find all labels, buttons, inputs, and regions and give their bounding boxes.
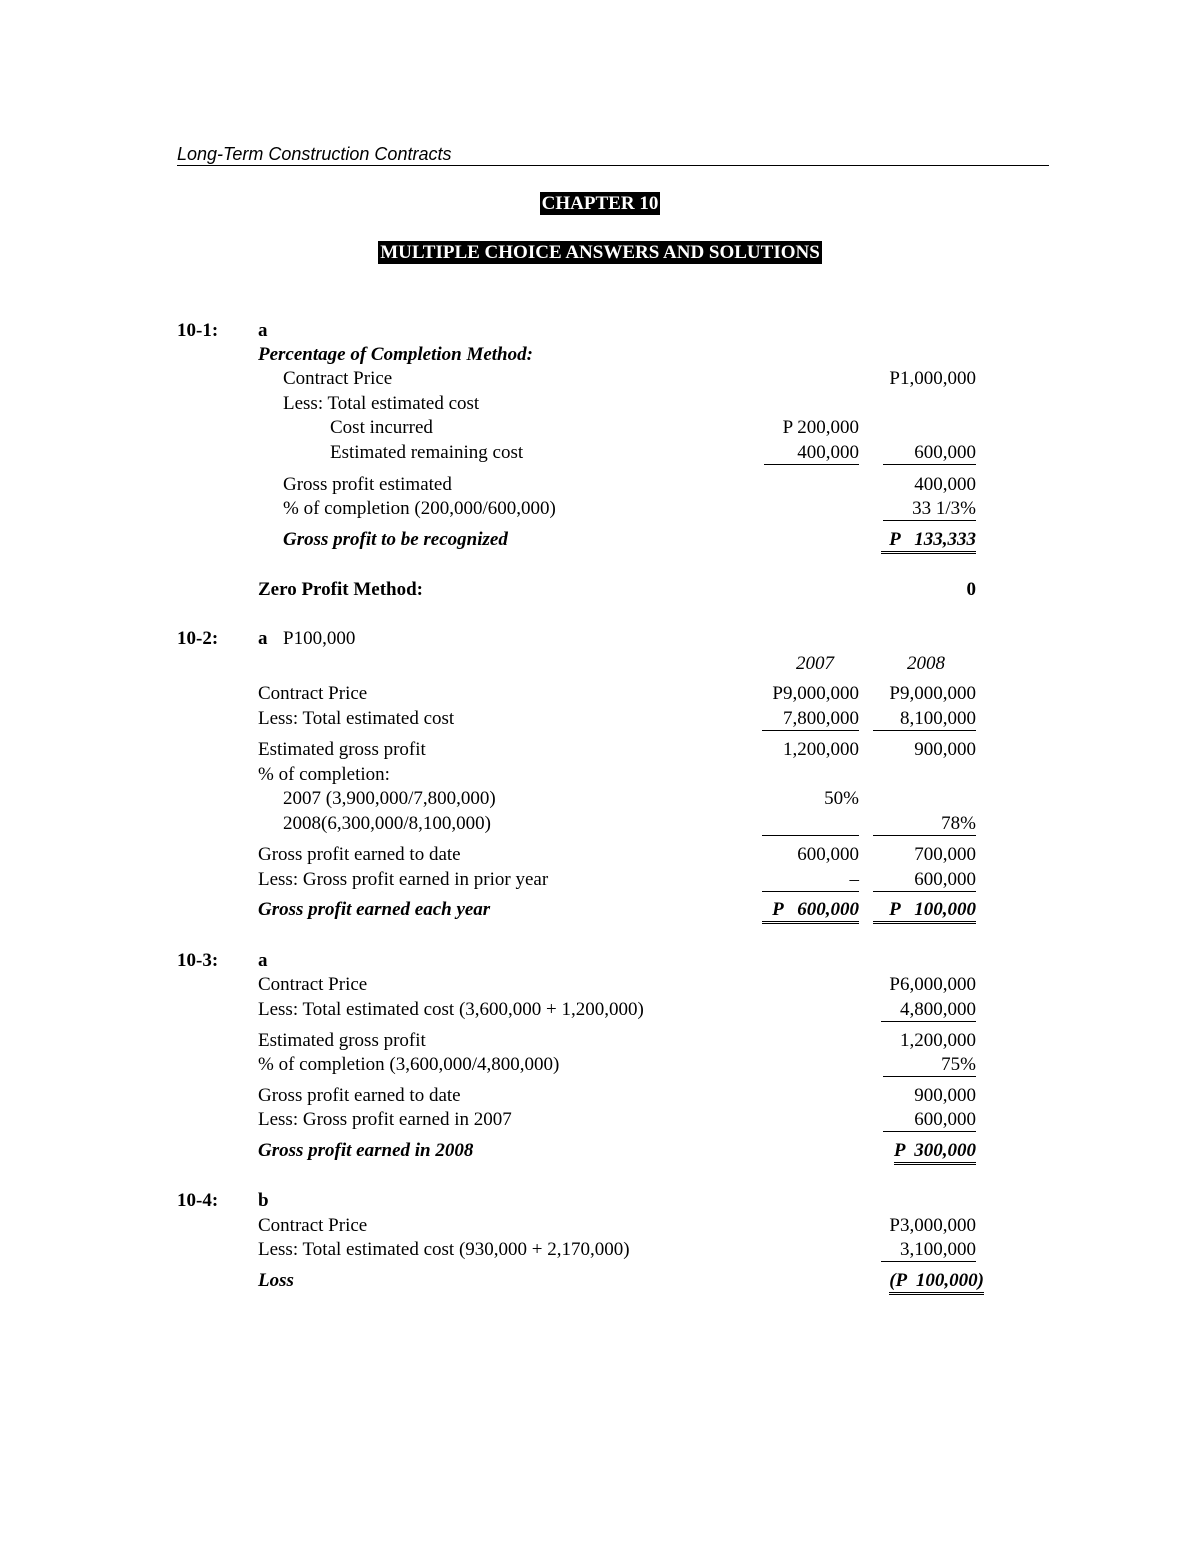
chapter-title: CHAPTER 10 (541, 193, 659, 214)
row-label: Gross profit estimated (283, 474, 452, 495)
method-title: Percentage of Completion Method: (258, 344, 533, 365)
q2-gp-to-date-row (0, 842, 1200, 867)
row-value: P9,000,000 (772, 683, 859, 704)
row-value: 0 (966, 579, 976, 600)
row-value: P1,000,000 (889, 368, 976, 389)
row-value: 33 1/3% (883, 498, 976, 521)
q3-heading-row (0, 948, 1200, 973)
row-label: Less: Total estimated cost (283, 393, 480, 414)
q1-gp-estimated-row (0, 472, 1200, 497)
row-label: Contract Price (258, 683, 368, 704)
row-label: Estimated gross profit (258, 1030, 426, 1051)
row-label: 2007 (3,900,000/7,800,000) (283, 788, 496, 809)
answer-letter: b (258, 1190, 269, 1211)
row-label: Less: Total estimated cost (258, 708, 455, 729)
q3-gp-2008-row (0, 1138, 1200, 1163)
q1-method-title-row (0, 342, 1200, 367)
row-value: 700,000 (914, 844, 976, 865)
year-header: 2008 (907, 653, 945, 674)
q3-gp-2007-row (0, 1107, 1200, 1132)
q2-gp-each-year-row (0, 897, 1200, 922)
q4-total-cost-row (0, 1237, 1200, 1262)
row-label: % of completion (3,600,000/4,800,000) (258, 1054, 560, 1075)
row-value: 4,800,000 (881, 999, 976, 1022)
q2-contract-price-row (0, 681, 1200, 706)
row-label: Gross profit earned each year (258, 899, 491, 920)
row-value: P 600,000 (762, 899, 859, 924)
row-value: 1,200,000 (900, 1030, 976, 1051)
row-value: P6,000,000 (889, 974, 976, 995)
row-label: Cost incurred (330, 417, 433, 438)
row-label: Estimated gross profit (258, 739, 426, 760)
answer-letter: a (258, 950, 268, 971)
row-value: 600,000 (883, 1109, 976, 1132)
q2-pct-2007-row (0, 786, 1200, 811)
q2-total-cost-row (0, 706, 1200, 731)
q4-heading-row (0, 1188, 1200, 1213)
row-label: Contract Price (258, 1215, 368, 1236)
q4-contract-price-row (0, 1213, 1200, 1238)
row-label: % of completion (200,000/600,000) (283, 498, 556, 519)
row-label: Zero Profit Method: (258, 579, 423, 600)
row-value: 1,200,000 (783, 739, 859, 760)
q1-zero-profit-row (0, 577, 1200, 602)
q3-pct-row (0, 1052, 1200, 1077)
row-value: P9,000,000 (889, 683, 976, 704)
running-header: Long-Term Construction Contracts (177, 143, 1049, 166)
row-value: 600,000 (797, 844, 859, 865)
row-label: Gross profit to be recognized (283, 529, 508, 550)
q3-total-cost-row (0, 997, 1200, 1022)
row-value: 7,800,000 (762, 708, 859, 731)
row-label: Estimated remaining cost (330, 442, 524, 463)
q1-pct-row (0, 496, 1200, 521)
row-value: P 133,333 (881, 529, 976, 554)
row-label: Gross profit earned in 2008 (258, 1140, 474, 1161)
q1-gp-recognized-row (0, 527, 1200, 552)
row-value: 8,100,000 (873, 708, 976, 731)
answer-value: P100,000 (283, 628, 356, 649)
row-label: 2008(6,300,000/8,100,000) (283, 813, 491, 834)
row-value: 900,000 (914, 739, 976, 760)
row-label: Less: Total estimated cost (3,600,000 + 1,200,000) (258, 999, 644, 1020)
question-number: 10-1: (177, 320, 219, 341)
q1-less-row (0, 391, 1200, 416)
row-label: Loss (258, 1270, 294, 1291)
q2-pct-2008-row (0, 811, 1200, 836)
row-value: P3,000,000 (889, 1215, 976, 1236)
row-value: 400,000 (914, 474, 976, 495)
row-label: Contract Price (283, 368, 393, 389)
q2-heading-row (0, 626, 1200, 651)
row-value: 75% (883, 1054, 976, 1077)
q4-loss-row (0, 1268, 1200, 1293)
q1-contract-price-row (0, 366, 1200, 391)
row-value: 400,000 (764, 442, 859, 465)
q1-cost-incurred-row (0, 415, 1200, 440)
row-value: 600,000 (873, 869, 976, 892)
q3-gp-to-date-row (0, 1083, 1200, 1108)
row-label: Less: Gross profit earned in 2007 (258, 1109, 512, 1130)
q1-heading-row (0, 318, 1200, 343)
row-label: Gross profit earned to date (258, 1085, 461, 1106)
row-total: 600,000 (883, 442, 976, 465)
row-value: (P 100,000) (889, 1270, 984, 1295)
q1-remaining-row (0, 440, 1200, 465)
row-value: – (762, 869, 859, 892)
row-label: Contract Price (258, 974, 368, 995)
q2-years-row (0, 651, 1200, 676)
answer-letter: a (258, 320, 268, 341)
section-title: MULTIPLE CHOICE ANSWERS AND SOLUTIONS (380, 242, 820, 263)
year-header: 2007 (796, 653, 834, 674)
q2-egp-row (0, 737, 1200, 762)
q3-contract-price-row (0, 972, 1200, 997)
row-value: 78% (873, 813, 976, 836)
blank-underline (762, 813, 859, 836)
row-value: 3,100,000 (881, 1239, 976, 1262)
answer-letter: a (258, 628, 268, 649)
question-number: 10-4: (177, 1190, 219, 1211)
q3-egp-row (0, 1028, 1200, 1053)
row-label: % of completion: (258, 764, 390, 785)
question-number: 10-3: (177, 950, 219, 971)
q2-prior-year-row (0, 867, 1200, 892)
row-value: 900,000 (914, 1085, 976, 1106)
row-value: P 200,000 (782, 417, 859, 438)
row-label: Less: Gross profit earned in prior year (258, 869, 549, 890)
q2-pct-label-row (0, 762, 1200, 787)
row-label: Less: Total estimated cost (930,000 + 2,170,000) (258, 1239, 630, 1260)
row-value: 50% (824, 788, 859, 809)
row-value: P 300,000 (894, 1140, 976, 1165)
question-number: 10-2: (177, 628, 219, 649)
row-value: P 100,000 (873, 899, 976, 924)
row-label: Gross profit earned to date (258, 844, 461, 865)
